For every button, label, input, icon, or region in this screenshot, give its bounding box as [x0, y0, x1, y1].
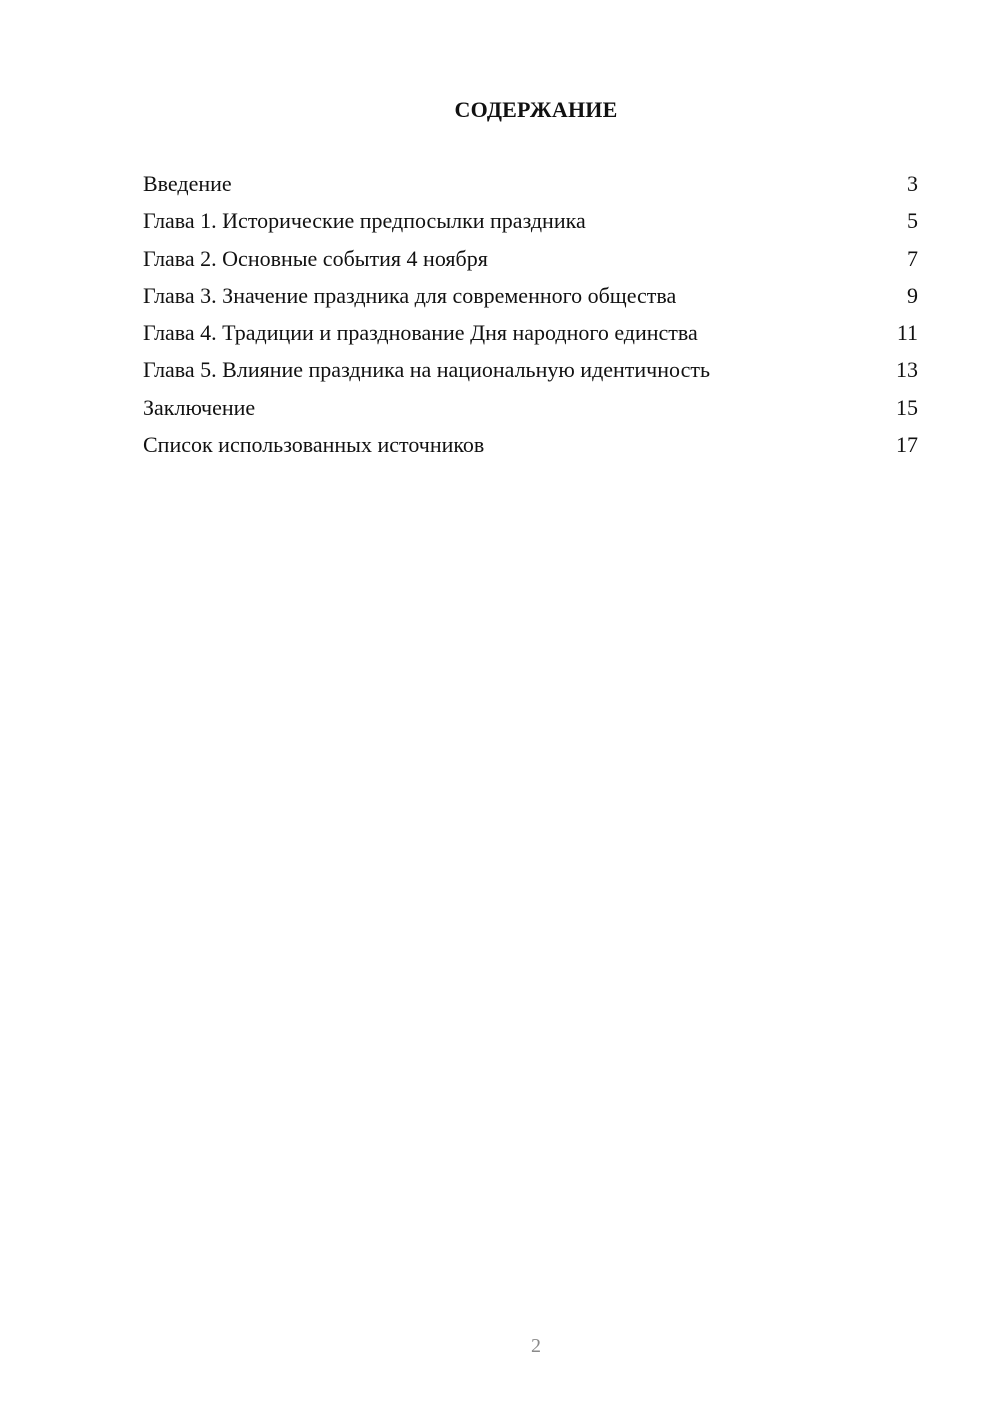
- toc-entry-references: [143, 430, 918, 467]
- toc-entry-chapter-5: [143, 355, 918, 392]
- toc-entry-page: 13: [896, 357, 918, 383]
- toc-entry-chapter-1: [143, 206, 918, 243]
- page-number: 2: [531, 1335, 541, 1357]
- toc-entry-page: 11: [896, 320, 918, 346]
- toc-entry-page: 3: [907, 171, 918, 196]
- toc-entry-label: Глава 4. Традиции и празднование Дня народного единства: [143, 320, 698, 346]
- toc-entry-label: Глава 1. Исторические предпосылки праздника: [143, 208, 586, 234]
- toc-entry-page: 9: [907, 282, 918, 308]
- toc-entry-label: Список использованных источников: [143, 432, 485, 458]
- toc-entry-page: 5: [907, 208, 918, 234]
- toc-entry-chapter-2: [143, 244, 918, 281]
- toc-entry-page: 15: [896, 394, 918, 420]
- toc-entry-introduction: [143, 169, 918, 206]
- toc-entry-chapter-3: [143, 281, 918, 318]
- toc-title: СОДЕРЖАНИЕ: [454, 97, 618, 122]
- toc-entry-page: 7: [907, 245, 918, 271]
- toc-entry-chapter-4: [143, 318, 918, 355]
- toc-entry-label: Глава 2. Основные события 4 ноября: [143, 245, 488, 271]
- table-of-contents: [143, 169, 918, 467]
- toc-entry-label: Заключение: [143, 394, 256, 420]
- toc-entry-page: 17: [896, 432, 918, 458]
- toc-entry-label: Введение: [143, 171, 232, 196]
- toc-entry-label: Глава 5. Влияние праздника на национальную идентичность: [143, 357, 710, 383]
- toc-entry-label: Глава 3. Значение праздника для современного общества: [143, 282, 677, 308]
- toc-entry-conclusion: [143, 393, 918, 430]
